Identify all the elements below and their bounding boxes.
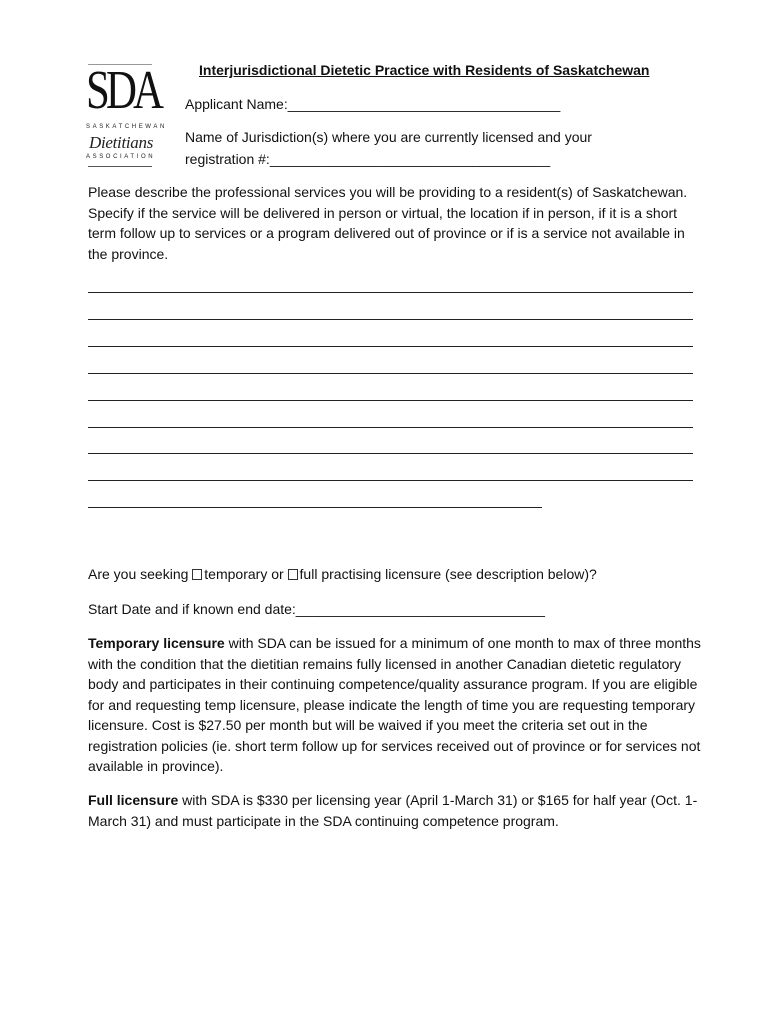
- full-option-label: full practising licensure (see description below)?: [299, 566, 597, 582]
- start-end-date-field[interactable]: Start Date and if known end date:________________________________: [88, 601, 545, 617]
- answer-line[interactable]: [88, 373, 693, 374]
- answer-line[interactable]: [88, 292, 693, 293]
- full-licensure-paragraph: [88, 790, 703, 831]
- temporary-checkbox[interactable]: [192, 569, 202, 580]
- answer-line[interactable]: [88, 319, 693, 320]
- logo-acronym: SDA: [86, 59, 161, 120]
- answer-line[interactable]: [88, 480, 693, 481]
- full-licensure-text: with SDA is $330 per licensing year (April 1-March 31) or $165 for half year (Oct. 1-March 31) and must participate in the SDA continuing competence program.: [88, 792, 698, 829]
- document-title: Interjurisdictional Dietetic Practice with Residents of Saskatchewan: [199, 62, 650, 78]
- temporary-licensure-text: with SDA can be issued for a minimum of one month to max of three months with the condition that the dietitian remains fully licensed in another Canadian dietetic regulatory body and participates in their continuing competence/quality assurance program. If you are eligible for and requesting temp licensure, please indicate the length of time you are requesting temporary licensure. Cost is $27.50 per month but will be waived if you meet the criteria set out in the registration policies (ie. short term follow up for services received out of province or for services not available in province).: [88, 635, 701, 774]
- jurisdiction-label: Name of Jurisdiction(s) where you are currently licensed and your: [185, 129, 592, 145]
- registration-number-field[interactable]: registration #:____________________________________: [185, 151, 551, 167]
- full-checkbox[interactable]: [288, 569, 298, 580]
- temporary-licensure-heading: Temporary licensure: [88, 635, 225, 651]
- licensure-question: [88, 566, 597, 582]
- applicant-name-field[interactable]: Applicant Name:___________________________________: [185, 96, 561, 112]
- temporary-licensure-paragraph: [88, 633, 703, 777]
- logo-dietitians: Dietitians: [88, 133, 154, 152]
- full-licensure-heading: Full licensure: [88, 792, 179, 808]
- licensure-question-prefix: Are you seeking: [88, 566, 193, 582]
- answer-line[interactable]: [88, 507, 542, 508]
- logo-bottom-rule: [88, 166, 152, 167]
- sda-logo: [86, 59, 167, 168]
- temporary-option-label: temporary or: [204, 566, 288, 582]
- answer-line[interactable]: [88, 400, 693, 401]
- logo-association: ASSOCIATION: [86, 154, 156, 160]
- services-description-prompt: Please describe the professional services you will be providing to a resident(s) of Saskatchewan. Specify if the service will be delivered in person or virtual, the location if in person, if it is a short term follow up to services or a program delivered out of province or if is a service not available in the province.: [88, 184, 688, 262]
- answer-line[interactable]: [88, 453, 693, 454]
- logo-saskatchewan: SASKATCHEWAN: [86, 124, 167, 130]
- answer-line[interactable]: [88, 346, 693, 347]
- answer-line[interactable]: [88, 427, 693, 428]
